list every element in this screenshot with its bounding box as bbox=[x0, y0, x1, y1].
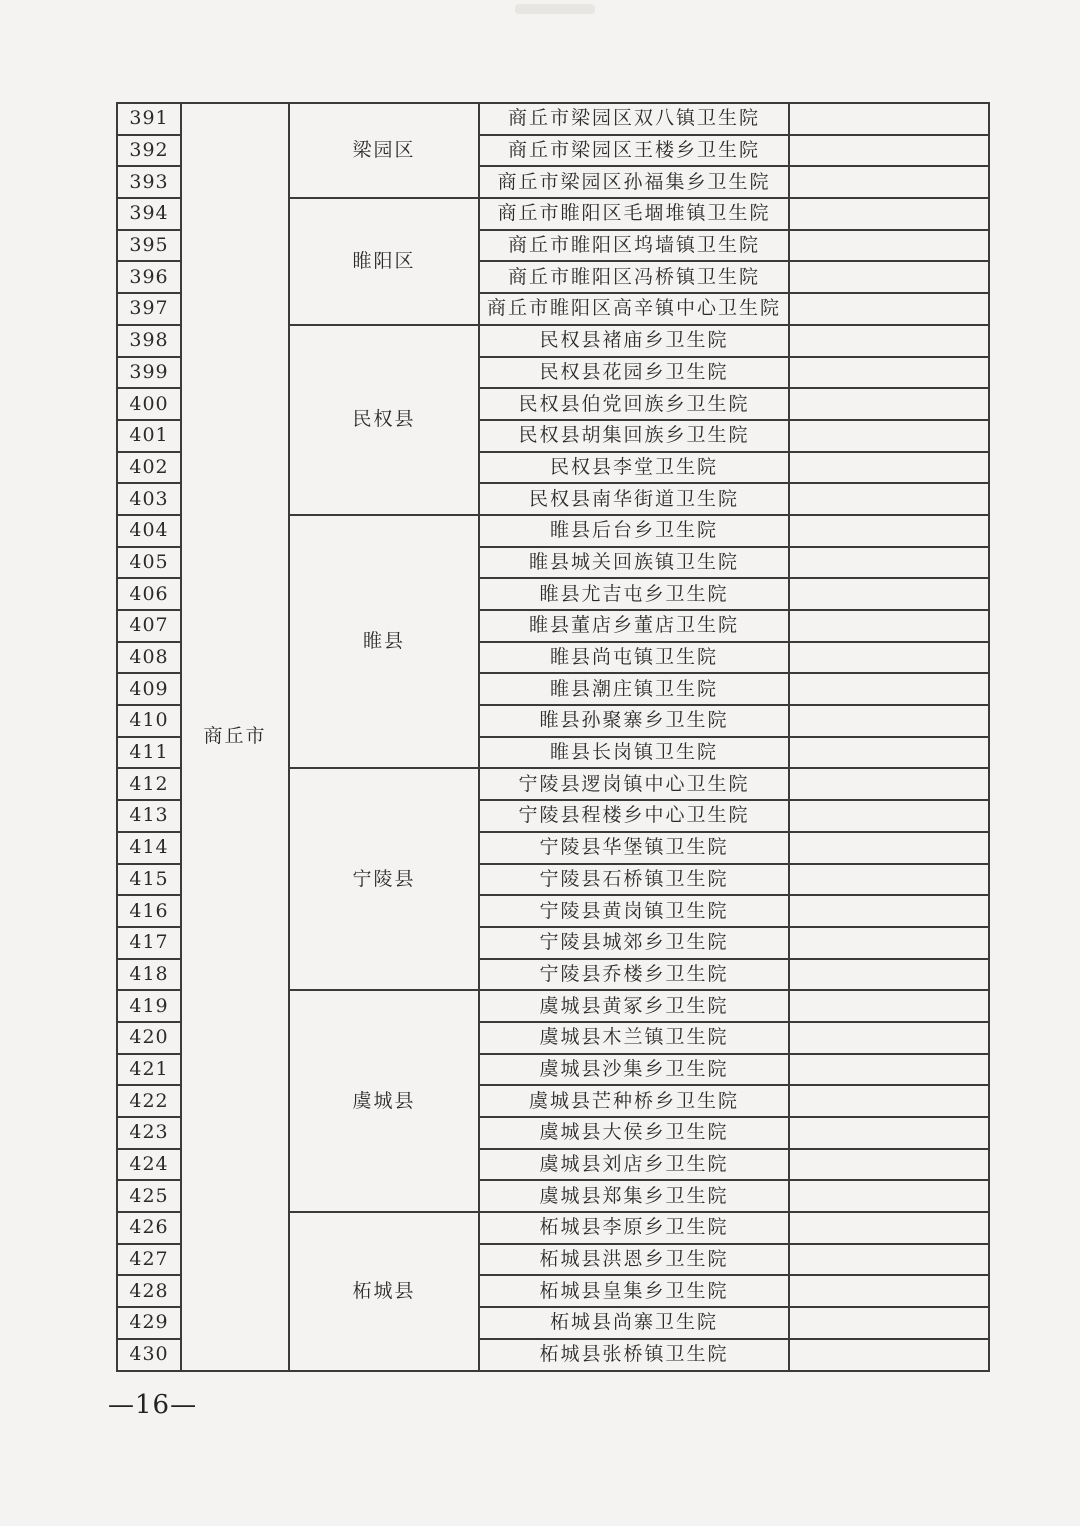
row-number: 391 bbox=[117, 103, 181, 135]
row-number: 396 bbox=[117, 261, 181, 293]
empty-cell bbox=[789, 1054, 989, 1086]
institution-name: 睢县尚屯镇卫生院 bbox=[479, 642, 789, 674]
institution-name: 民权县李堂卫生院 bbox=[479, 452, 789, 484]
page-number: —16— bbox=[108, 1390, 198, 1420]
row-number: 394 bbox=[117, 198, 181, 230]
empty-cell bbox=[789, 832, 989, 864]
row-number: 430 bbox=[117, 1339, 181, 1371]
institution-name: 睢县潮庄镇卫生院 bbox=[479, 673, 789, 705]
empty-cell bbox=[789, 293, 989, 325]
institution-name: 商丘市睢阳区毛堌堆镇卫生院 bbox=[479, 198, 789, 230]
table-row bbox=[117, 103, 989, 135]
row-number: 397 bbox=[117, 293, 181, 325]
institution-name: 虞城县郑集乡卫生院 bbox=[479, 1180, 789, 1212]
institution-name: 宁陵县程楼乡中心卫生院 bbox=[479, 800, 789, 832]
institution-name: 虞城县黄冢乡卫生院 bbox=[479, 990, 789, 1022]
row-number: 403 bbox=[117, 483, 181, 515]
row-number: 404 bbox=[117, 515, 181, 547]
row-number: 406 bbox=[117, 578, 181, 610]
empty-cell bbox=[789, 452, 989, 484]
empty-cell bbox=[789, 1212, 989, 1244]
row-number: 419 bbox=[117, 990, 181, 1022]
row-number: 416 bbox=[117, 895, 181, 927]
institution-name: 柘城县李原乡卫生院 bbox=[479, 1212, 789, 1244]
institution-name: 柘城县张桥镇卫生院 bbox=[479, 1339, 789, 1371]
institution-name: 民权县褚庙乡卫生院 bbox=[479, 325, 789, 357]
institution-name: 宁陵县黄岗镇卫生院 bbox=[479, 895, 789, 927]
institution-name: 商丘市梁园区孙福集乡卫生院 bbox=[479, 166, 789, 198]
district-cell: 柘城县 bbox=[289, 1212, 479, 1370]
institution-name: 民权县胡集回族乡卫生院 bbox=[479, 420, 789, 452]
institution-name: 宁陵县华堡镇卫生院 bbox=[479, 832, 789, 864]
institution-name: 柘城县洪恩乡卫生院 bbox=[479, 1244, 789, 1276]
institution-name: 商丘市睢阳区坞墙镇卫生院 bbox=[479, 230, 789, 262]
empty-cell bbox=[789, 673, 989, 705]
empty-cell bbox=[789, 895, 989, 927]
row-number: 401 bbox=[117, 420, 181, 452]
empty-cell bbox=[789, 864, 989, 896]
empty-cell bbox=[789, 357, 989, 389]
row-number: 420 bbox=[117, 1022, 181, 1054]
institution-name: 柘城县尚寨卫生院 bbox=[479, 1307, 789, 1339]
institution-name: 虞城县芒种桥乡卫生院 bbox=[479, 1085, 789, 1117]
empty-cell bbox=[789, 135, 989, 167]
empty-cell bbox=[789, 1244, 989, 1276]
row-number: 417 bbox=[117, 927, 181, 959]
empty-cell bbox=[789, 547, 989, 579]
empty-cell bbox=[789, 705, 989, 737]
institution-name: 宁陵县乔楼乡卫生院 bbox=[479, 959, 789, 991]
row-number: 427 bbox=[117, 1244, 181, 1276]
empty-cell bbox=[789, 166, 989, 198]
empty-cell bbox=[789, 800, 989, 832]
institution-name: 柘城县皇集乡卫生院 bbox=[479, 1275, 789, 1307]
empty-cell bbox=[789, 990, 989, 1022]
empty-cell bbox=[789, 1085, 989, 1117]
district-cell: 虞城县 bbox=[289, 990, 479, 1212]
institution-table bbox=[116, 102, 990, 1372]
empty-cell bbox=[789, 103, 989, 135]
empty-cell bbox=[789, 388, 989, 420]
institution-name: 睢县长岗镇卫生院 bbox=[479, 737, 789, 769]
row-number: 413 bbox=[117, 800, 181, 832]
row-number: 423 bbox=[117, 1117, 181, 1149]
empty-cell bbox=[789, 927, 989, 959]
empty-cell bbox=[789, 1117, 989, 1149]
row-number: 411 bbox=[117, 737, 181, 769]
empty-cell bbox=[789, 737, 989, 769]
institution-name: 睢县尤吉屯乡卫生院 bbox=[479, 578, 789, 610]
institution-name: 宁陵县石桥镇卫生院 bbox=[479, 864, 789, 896]
row-number: 421 bbox=[117, 1054, 181, 1086]
row-number: 402 bbox=[117, 452, 181, 484]
institution-name: 虞城县刘店乡卫生院 bbox=[479, 1149, 789, 1181]
district-cell: 民权县 bbox=[289, 325, 479, 515]
institution-name: 宁陵县逻岗镇中心卫生院 bbox=[479, 768, 789, 800]
faint-header-mark bbox=[515, 4, 595, 14]
row-number: 424 bbox=[117, 1149, 181, 1181]
institution-name: 虞城县大侯乡卫生院 bbox=[479, 1117, 789, 1149]
district-cell: 梁园区 bbox=[289, 103, 479, 198]
institution-name: 商丘市睢阳区高辛镇中心卫生院 bbox=[479, 293, 789, 325]
empty-cell bbox=[789, 642, 989, 674]
empty-cell bbox=[789, 1149, 989, 1181]
empty-cell bbox=[789, 325, 989, 357]
empty-cell bbox=[789, 1180, 989, 1212]
institution-name: 虞城县沙集乡卫生院 bbox=[479, 1054, 789, 1086]
empty-cell bbox=[789, 1022, 989, 1054]
empty-cell bbox=[789, 1275, 989, 1307]
empty-cell bbox=[789, 420, 989, 452]
row-number: 407 bbox=[117, 610, 181, 642]
row-number: 410 bbox=[117, 705, 181, 737]
empty-cell bbox=[789, 1307, 989, 1339]
institution-name: 商丘市梁园区双八镇卫生院 bbox=[479, 103, 789, 135]
empty-cell bbox=[789, 610, 989, 642]
row-number: 418 bbox=[117, 959, 181, 991]
institution-name: 虞城县木兰镇卫生院 bbox=[479, 1022, 789, 1054]
empty-cell bbox=[789, 578, 989, 610]
empty-cell bbox=[789, 515, 989, 547]
row-number: 395 bbox=[117, 230, 181, 262]
row-number: 400 bbox=[117, 388, 181, 420]
institution-name: 睢县董店乡董店卫生院 bbox=[479, 610, 789, 642]
institution-name: 宁陵县城郊乡卫生院 bbox=[479, 927, 789, 959]
row-number: 398 bbox=[117, 325, 181, 357]
empty-cell bbox=[789, 1339, 989, 1371]
institution-name: 民权县花园乡卫生院 bbox=[479, 357, 789, 389]
institution-table-body bbox=[117, 103, 989, 1371]
row-number: 405 bbox=[117, 547, 181, 579]
city-cell: 商丘市 bbox=[181, 103, 289, 1371]
row-number: 409 bbox=[117, 673, 181, 705]
empty-cell bbox=[789, 959, 989, 991]
district-cell: 睢县 bbox=[289, 515, 479, 769]
empty-cell bbox=[789, 768, 989, 800]
empty-cell bbox=[789, 230, 989, 262]
institution-name: 民权县南华街道卫生院 bbox=[479, 483, 789, 515]
row-number: 393 bbox=[117, 166, 181, 198]
empty-cell bbox=[789, 198, 989, 230]
district-cell: 睢阳区 bbox=[289, 198, 479, 325]
row-number: 415 bbox=[117, 864, 181, 896]
row-number: 408 bbox=[117, 642, 181, 674]
row-number: 412 bbox=[117, 768, 181, 800]
row-number: 422 bbox=[117, 1085, 181, 1117]
district-cell: 宁陵县 bbox=[289, 768, 479, 990]
institution-name: 睢县后台乡卫生院 bbox=[479, 515, 789, 547]
row-number: 428 bbox=[117, 1275, 181, 1307]
row-number: 425 bbox=[117, 1180, 181, 1212]
empty-cell bbox=[789, 483, 989, 515]
row-number: 399 bbox=[117, 357, 181, 389]
row-number: 429 bbox=[117, 1307, 181, 1339]
institution-name: 民权县伯党回族乡卫生院 bbox=[479, 388, 789, 420]
institution-name: 商丘市睢阳区冯桥镇卫生院 bbox=[479, 261, 789, 293]
institution-name: 睢县城关回族镇卫生院 bbox=[479, 547, 789, 579]
row-number: 426 bbox=[117, 1212, 181, 1244]
empty-cell bbox=[789, 261, 989, 293]
institution-name: 商丘市梁园区王楼乡卫生院 bbox=[479, 135, 789, 167]
institution-name: 睢县孙聚寨乡卫生院 bbox=[479, 705, 789, 737]
row-number: 392 bbox=[117, 135, 181, 167]
row-number: 414 bbox=[117, 832, 181, 864]
